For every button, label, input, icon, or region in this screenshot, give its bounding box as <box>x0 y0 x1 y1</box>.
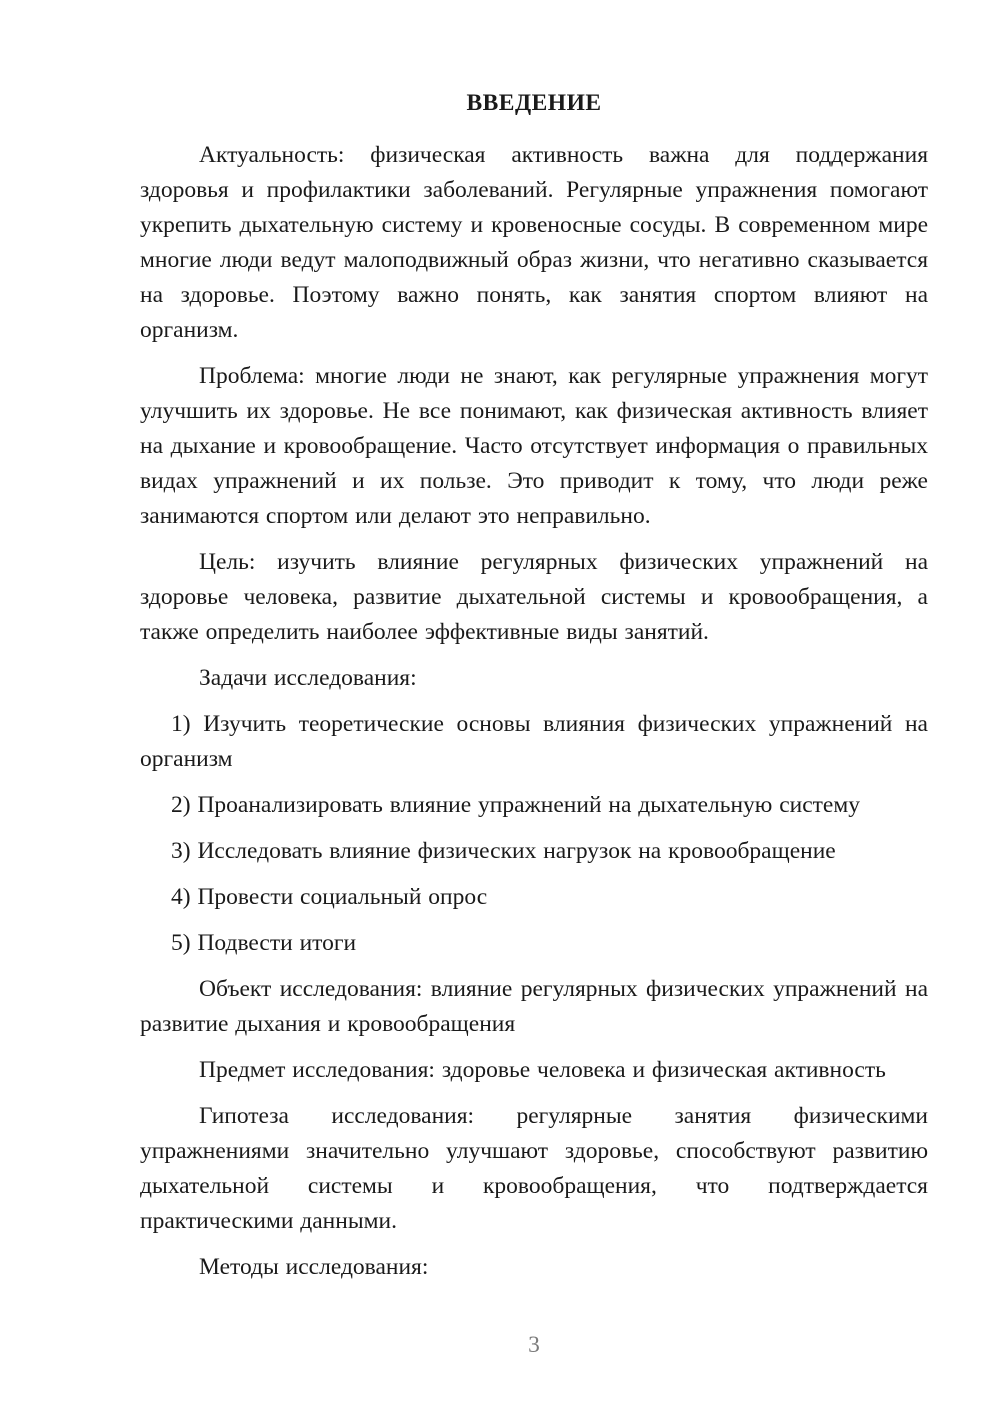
paragraph-aktualnost: Актуальность: физическая активность важна для поддержания здоровья и профилактики заболеваний. Регулярные упражнения помогают укрепить дыхательную систему и кровеносные сосуды. В современном мире многие люди ведут малоподвижный образ жизни, что негативно сказывается на здоровье. Поэтому важно понять, как занятия спортом влияют на организм. <box>140 142 928 343</box>
paragraph-problema: Проблема: многие люди не знают, как регулярные упражнения могут улучшить их здоровье. Не все понимают, как физическая активность влияет на дыхание и кровообращение. Часто отсутствует информация о правильных видах упражнений и их пользе. Это приводит к тому, что люди реже занимаются спортом или делают это неправильно. <box>140 363 928 529</box>
list-item-3: 3) Исследовать влияние физических нагрузок на кровообращение <box>171 838 836 864</box>
paragraph-metody: Методы исследования: <box>199 1254 429 1280</box>
paragraph-tsel: Цель: изучить влияние регулярных физических упражнений на здоровье человека, развитие дыхательной системы и кровообращения, а также определить наиболее эффективные виды занятий. <box>140 549 928 645</box>
page-title: ВВЕДЕНИЕ <box>466 90 602 116</box>
paragraph-obekt: Объект исследования: влияние регулярных физических упражнений на развитие дыхания и кровообращения <box>140 976 928 1037</box>
page-content <box>140 86 928 1296</box>
paragraph-predmet: Предмет исследования: здоровье человека и физическая активность <box>199 1057 886 1083</box>
list-item-4: 4) Провести социальный опрос <box>171 884 488 910</box>
list-item-2: 2) Проанализировать влияние упражнений на дыхательную систему <box>171 792 860 818</box>
list-item-5: 5) Подвести итоги <box>171 930 357 956</box>
paragraph-gipoteza: Гипотеза исследования: регулярные занятия физическими упражнениями значительно улучшают здоровье, способствуют развитию дыхательной системы и кровообращения, что подтверждается практическими данными. <box>140 1103 928 1234</box>
list-item-1: 1) Изучить теоретические основы влияния физических упражнений на организм <box>140 711 928 772</box>
page-number: 3 <box>528 1332 540 1358</box>
paragraph-zadachi: Задачи исследования: <box>199 665 417 691</box>
